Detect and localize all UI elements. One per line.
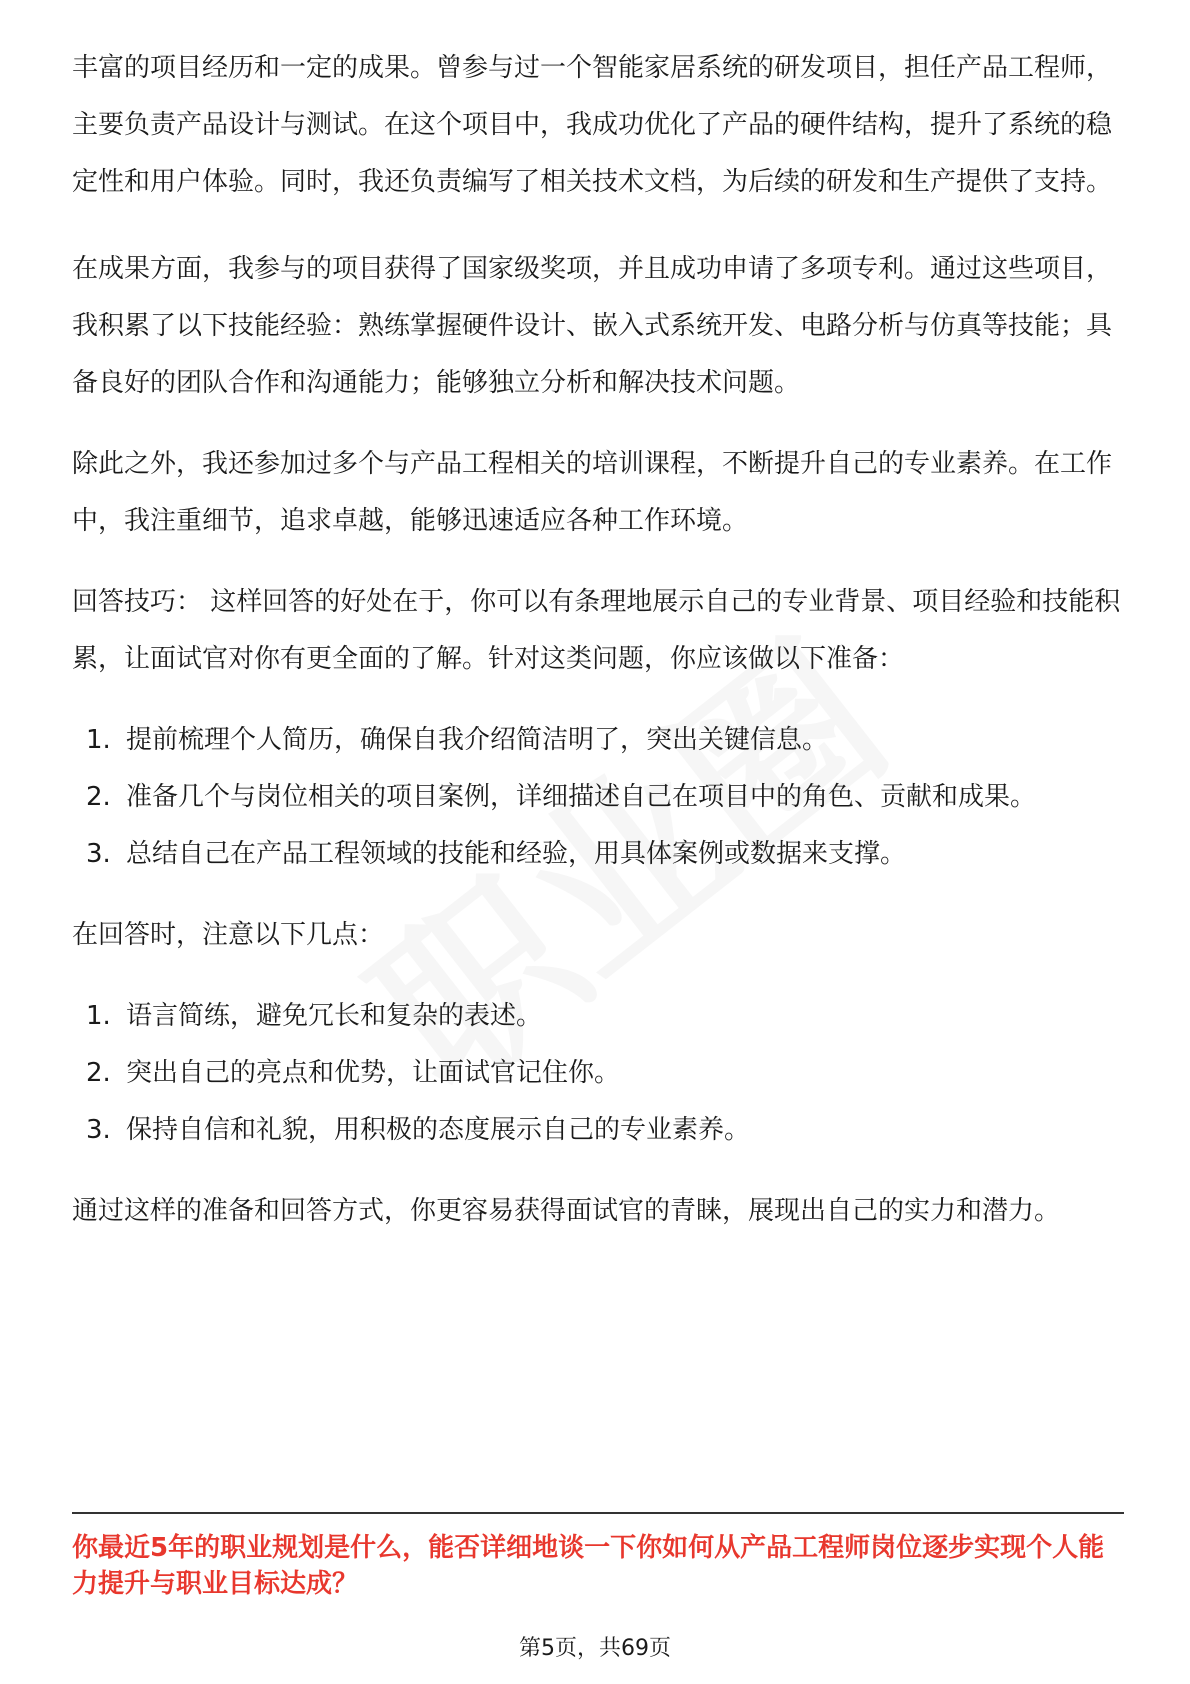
list-number: 2.: [86, 782, 111, 812]
notes-list: [72, 988, 1124, 1159]
section-divider: [72, 1512, 1124, 1514]
paragraph-project-experience: 丰富的项目经历和一定的成果。曾参与过一个智能家居系统的研发项目，担任产品工程师，主要负责产品设计与测试。在这个项目中，我成功优化了产品的硬件结构，提升了系统的稳定性和用户体验。同时，我还负责编写了相关技术文档，为后续的研发和生产提供了支持。: [72, 53, 1113, 197]
list-item: [72, 712, 1124, 769]
paragraph-conclusion: 通过这样的准备和回答方式，你更容易获得面试官的青睐，展现出自己的实力和潜力。: [72, 1196, 1061, 1226]
paragraph-notes-intro: 在回答时，注意以下几点：: [72, 920, 385, 950]
preparation-list: [72, 712, 1124, 883]
document-body: [72, 40, 1124, 1240]
list-text: 总结自己在产品工程领域的技能和经验，用具体案例或数据来支撑。: [126, 839, 907, 869]
paragraph-training: 除此之外，我还参加过多个与产品工程相关的培训课程，不断提升自己的专业素养。在工作中，我注重细节，追求卓越，能够迅速适应各种工作环境。: [72, 449, 1113, 536]
list-item: [72, 769, 1124, 826]
list-text: 准备几个与岗位相关的项目案例，详细描述自己在项目中的角色、贡献和成果。: [126, 782, 1037, 812]
list-number: 1.: [86, 725, 111, 755]
paragraph-achievements: 在成果方面，我参与的项目获得了国家级奖项，并且成功申请了多项专利。通过这些项目，我积累了以下技能经验：熟练掌握硬件设计、嵌入式系统开发、电路分析与仿真等技能；具备良好的团队合作和沟通能力；能够独立分析和解决技术问题。: [72, 254, 1113, 398]
list-number: 3.: [86, 1115, 111, 1145]
page-footer: 第5页，共69页: [519, 1636, 671, 1661]
list-text: 提前梳理个人简历，确保自我介绍简洁明了，突出关键信息。: [126, 725, 829, 755]
list-item: [72, 1045, 1124, 1102]
list-item: [72, 988, 1124, 1045]
list-text: 语言简练，避免冗长和复杂的表述。: [126, 1001, 543, 1031]
list-text: 突出自己的亮点和优势，让面试官记住你。: [126, 1058, 621, 1088]
next-question-heading: 你最近5年的职业规划是什么，能否详细地谈一下你如何从产品工程师岗位逐步实现个人能力提升与职业目标达成？: [72, 1533, 1105, 1599]
list-number: 2.: [86, 1058, 111, 1088]
list-number: 1.: [86, 1001, 111, 1031]
list-item: [72, 1102, 1124, 1159]
list-item: [72, 826, 1124, 883]
list-text: 保持自信和礼貌，用积极的态度展示自己的专业素养。: [126, 1115, 751, 1145]
paragraph-answer-tips: 回答技巧： 这样回答的好处在于，你可以有条理地展示自己的专业背景、项目经验和技能积累，让面试官对你有更全面的了解。针对这类问题，你应该做以下准备：: [72, 587, 1121, 674]
list-number: 3.: [86, 839, 111, 869]
